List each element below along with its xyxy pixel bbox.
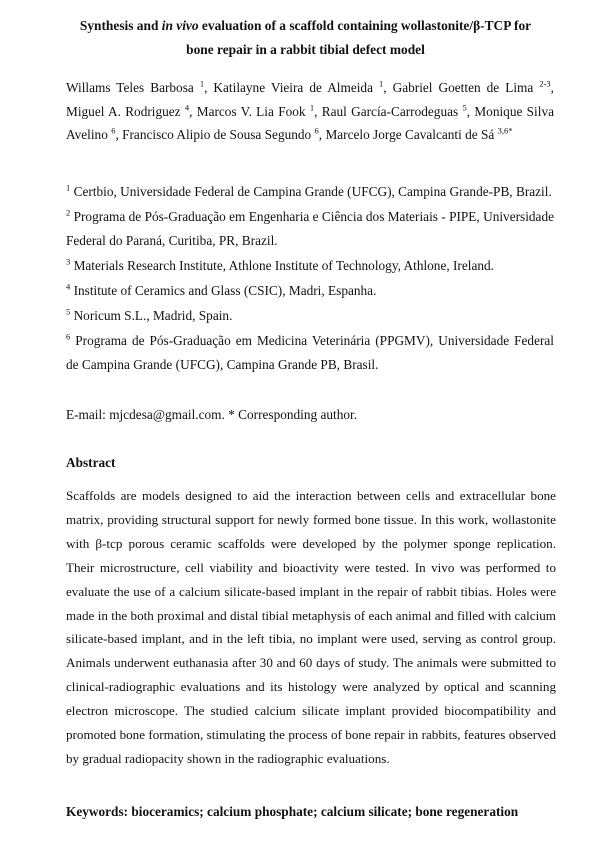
author-name: Monique Silva Avelino: [66, 103, 554, 143]
author-name: Raul García-Carrodeguas: [321, 103, 459, 119]
author-list: [66, 76, 554, 147]
author-name: Francisco Alipio de Sousa Segundo: [122, 127, 312, 143]
author-name: Marcelo Jorge Cavalcanti de Sá: [325, 127, 495, 143]
affiliation-text: Programa de Pós-Graduação em Engenharia e Ciência dos Materiais - PIPE, Universidade Federal do Paraná, Curitiba, PR, Brazil.: [66, 209, 554, 248]
author-name: Katilayne Vieira de Almeida: [213, 80, 373, 95]
author-separator: ,: [204, 80, 214, 95]
author-name: Willams Teles Barbosa: [66, 80, 194, 95]
affiliation-item: [66, 254, 554, 278]
author-separator: ,: [189, 103, 197, 119]
author-affiliation-marker: 6: [111, 125, 116, 136]
author-separator: ,: [466, 103, 475, 119]
author-affiliation-marker: 6: [314, 125, 319, 136]
affiliation-item: [66, 180, 554, 204]
author-affiliation-marker: 4: [184, 102, 190, 113]
affiliation-text: Certbio, Universidade Federal de Campina Grande (UFCG), Campina Grande-PB, Brazil.: [73, 184, 552, 199]
affiliation-item: [66, 304, 554, 328]
affiliation-marker: 2: [66, 207, 71, 218]
author-affiliation-marker: 1: [199, 78, 205, 89]
author-separator: ,: [115, 127, 123, 143]
affiliation-marker: 4: [66, 281, 71, 292]
affiliation-item: [66, 205, 554, 253]
author-separator: ,: [383, 80, 393, 95]
author-separator: ,: [318, 127, 326, 143]
abstract-body: Scaffolds are models designed to aid the interaction between cells and extracellular bone matrix, providing structural support for newly formed bone tissue. In this work, wollastonite with β-tcp porous ceramic scaffolds were developed by the polymer sponge replication. Their microstructure, cell viability and bioactivity were tested. In vivo was performed to evaluate the use of a calcium silicate-based implant in the repair of rabbit tibias. Holes were made in the both proximal and distal tibial metaphysis of each animal and filled with calcium silicate-based implant, and in the left tibia, no implant were used, serving as control group. Animals underwent euthanasia after 30 and 60 days of study. The animals were submitted to clinical-radiographic evaluations and its histology were analyzed by optical and scanning electron microscope. The studied calcium silicate implant provided biocompatibility and promoted bone formation, stimulating the process of bone repair in rabbits, features observed by gradual radiopacity shown in the radiographic evaluations.: [66, 488, 556, 766]
author-affiliation-marker: 1: [379, 78, 384, 89]
affiliation-item: [66, 329, 554, 377]
affiliation-text: Institute of Ceramics and Glass (CSIC), Madri, Espanha.: [73, 283, 377, 298]
author-name: Gabriel Goetten de Lima: [392, 80, 534, 95]
affiliation-marker: 3: [66, 256, 71, 267]
paper-title: [40, 14, 571, 62]
affiliation-text: Materials Research Institute, Athlone Institute of Technology, Athlone, Ireland.: [73, 258, 494, 273]
affiliation-marker: 6: [66, 331, 71, 342]
author-affiliation-marker: 2-3: [539, 78, 551, 89]
keywords-line: Keywords: bioceramics; calcium phosphate; calcium silicate; bone regeneration: [66, 804, 519, 819]
author-separator: ,: [314, 103, 322, 119]
affiliation-item: [66, 279, 554, 303]
abstract-heading: Abstract: [66, 455, 116, 470]
title-line2: bone repair in a rabbit tibial defect model: [186, 42, 425, 57]
author-name: Miguel A. Rodriguez: [66, 103, 181, 119]
affiliation-list: [66, 180, 554, 378]
author-name: Marcos V. Lia Fook: [196, 103, 306, 119]
title-line1-italic: in vivo: [161, 18, 199, 33]
author-affiliation-marker: 5: [462, 102, 467, 113]
email-line: E-mail: mjcdesa@gmail.com. * Corresponding author.: [66, 407, 358, 422]
author-affiliation-marker: 3,6*: [497, 125, 513, 136]
affiliation-text: Programa de Pós-Graduação em Medicina Veterinária (PPGMV), Universidade Federal de Campina Grande (UFCG), Campina Grande PB, Brasil.: [66, 333, 554, 372]
title-line1-pre: Synthesis and: [79, 18, 162, 33]
affiliation-marker: 5: [66, 306, 71, 317]
affiliation-text: Noricum S.L., Madrid, Spain.: [73, 308, 233, 323]
author-affiliation-marker: 1: [309, 102, 315, 113]
title-line1-post: evaluation of a scaffold containing wollastonite/β-TCP for: [198, 18, 532, 33]
affiliation-marker: 1: [66, 182, 71, 193]
author-separator: ,: [550, 80, 554, 95]
